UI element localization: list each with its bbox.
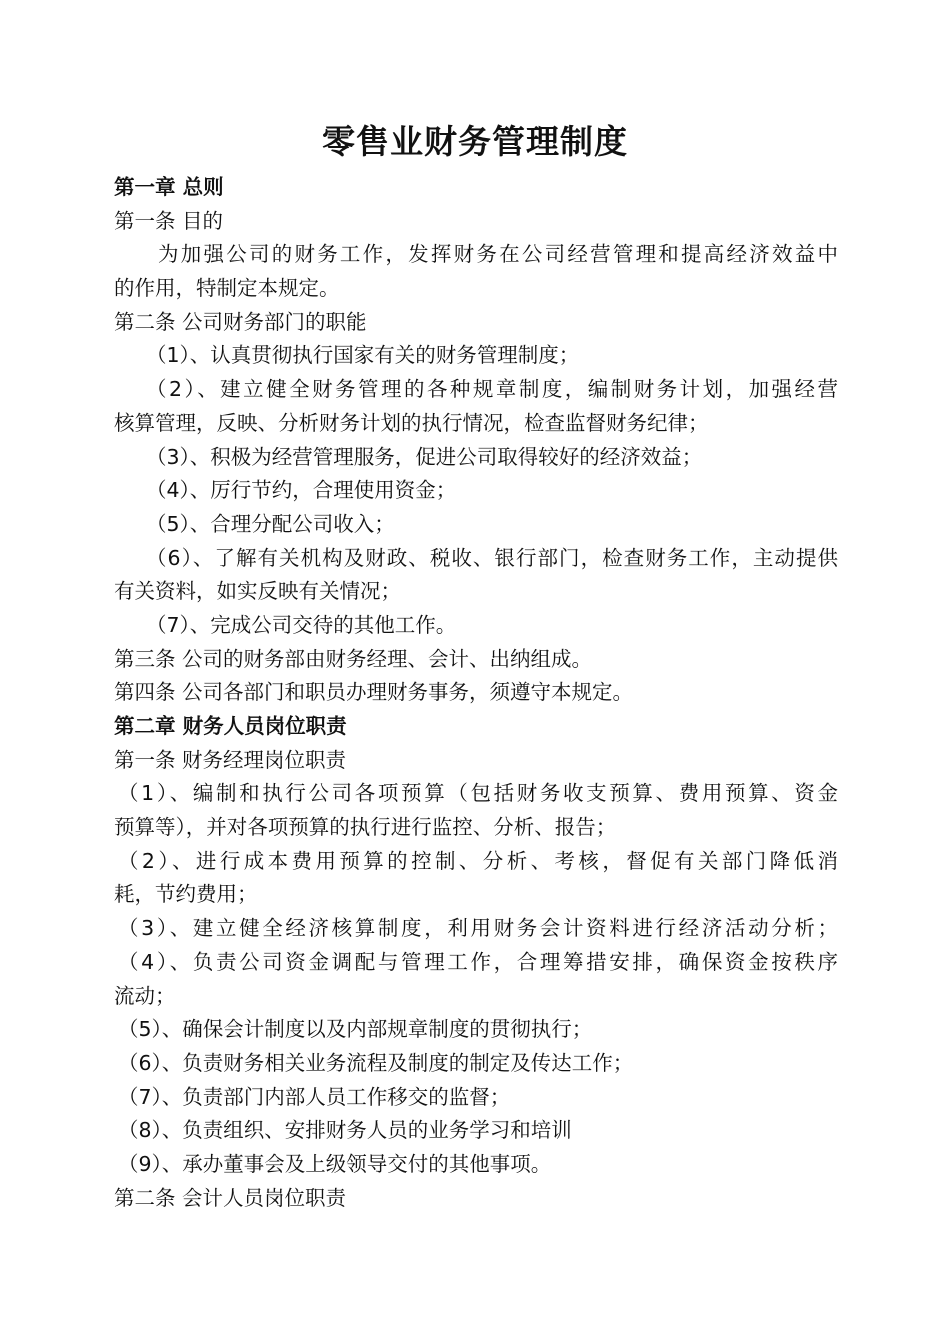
document-body [114, 171, 838, 1215]
list-item: （6）、负责财务相关业务流程及制度的制定及传达工作； [118, 1050, 634, 1075]
list-item: （2）、建立健全财务管理的各种规章制度，编制财务计划，加强经营 [146, 377, 838, 402]
article-heading: 第二条 公司财务部门的职能 [114, 309, 367, 334]
chapter-heading: 第二章 财务人员岗位职责 [114, 714, 347, 738]
list-item: （5）、合理分配公司收入； [146, 511, 395, 536]
list-item: （5）、确保会计制度以及内部规章制度的贯彻执行； [118, 1017, 593, 1042]
list-item-continuation: 耗，节约费用； [114, 882, 258, 907]
list-item: （8）、负责组织、安排财务人员的业务学习和培训 [118, 1118, 572, 1143]
list-item-continuation: 预算等），并对各项预算的执行进行监控、分析、报告； [114, 815, 617, 840]
paragraph-line: 的作用，特制定本规定。 [114, 276, 340, 301]
list-item-continuation: 流动； [114, 983, 176, 1008]
list-item: （7）、负责部门内部人员工作移交的监督； [118, 1084, 511, 1109]
article-heading: 第二条 会计人员岗位职责 [114, 1185, 347, 1210]
paragraph-line: 为加强公司的财务工作，发挥财务在公司经营管理和提高经济效益中 [158, 242, 838, 267]
list-item: （6）、了解有关机构及财政、税收、银行部门，检查财务工作，主动提供 [146, 545, 838, 570]
list-item: （2）、进行成本费用预算的控制、分析、考核，督促有关部门降低消 [118, 848, 838, 873]
list-item-continuation: 有关资料，如实反映有关情况； [114, 579, 401, 604]
list-item: （1）、编制和执行公司各项预算（包括财务收支预算、费用预算、资金 [118, 781, 838, 806]
article-heading: 第三条 公司的财务部由财务经理、会计、出纳组成。 [114, 646, 593, 671]
article-heading: 第一条 目的 [114, 208, 224, 233]
list-item: （1）、认真贯彻执行国家有关的财务管理制度； [146, 343, 580, 368]
list-item: （3）、建立健全经济核算制度，利用财务会计资料进行经济活动分析； [118, 916, 838, 941]
list-item: （3）、积极为经营管理服务，促进公司取得较好的经济效益； [146, 444, 703, 469]
list-item: （4）、负责公司资金调配与管理工作，合理筹措安排，确保资金按秩序 [118, 949, 838, 974]
list-item: （9）、承办董事会及上级领导交付的其他事项。 [118, 1151, 552, 1176]
article-heading: 第四条 公司各部门和职员办理财务事务，须遵守本规定。 [114, 680, 634, 705]
article-heading: 第一条 财务经理岗位职责 [114, 747, 347, 772]
list-item: （7）、完成公司交待的其他工作。 [146, 612, 457, 637]
chapter-heading: 第一章 总则 [114, 175, 224, 199]
list-item: （4）、厉行节约，合理使用资金； [146, 478, 457, 503]
list-item-continuation: 核算管理，反映、分析财务计划的执行情况，检查监督财务纪律； [114, 410, 709, 435]
document-title: 零售业财务管理制度 [322, 122, 628, 161]
